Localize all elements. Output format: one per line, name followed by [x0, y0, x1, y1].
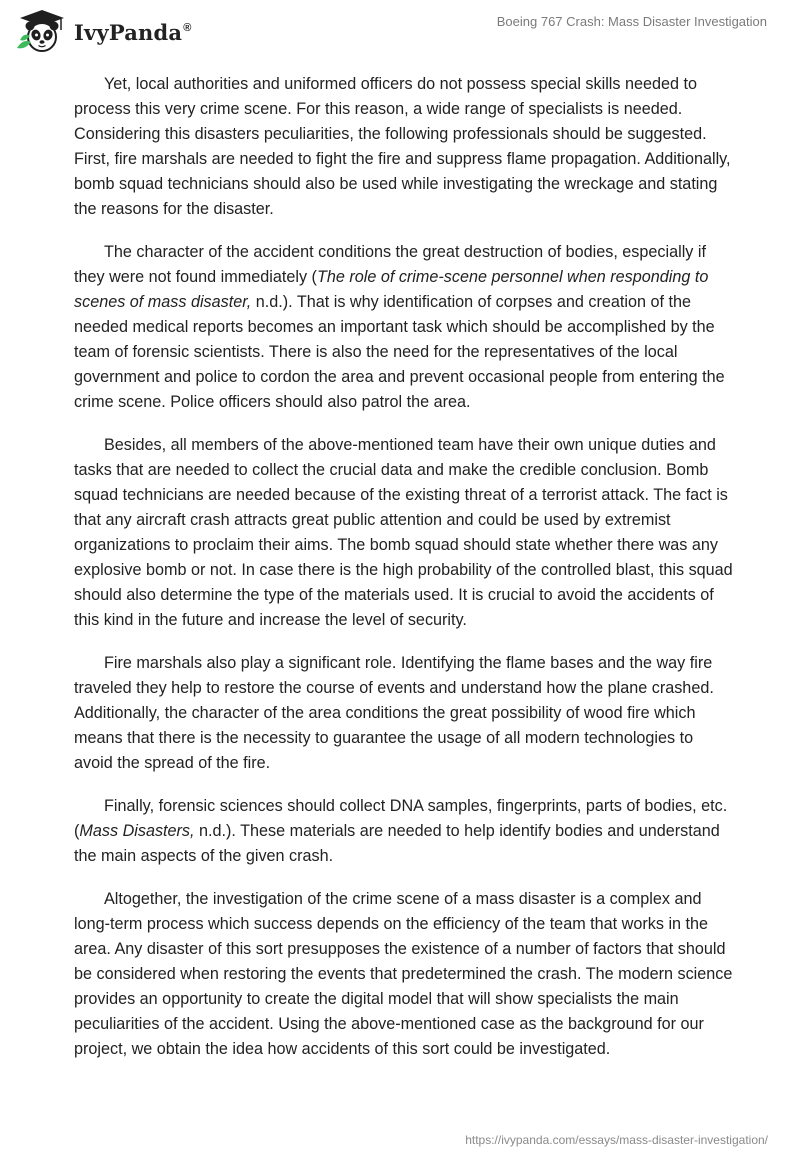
panda-graduate-icon — [14, 8, 70, 54]
citation-title: Mass Disasters, — [79, 822, 195, 840]
document-title: Boeing 767 Crash: Mass Disaster Investigation — [496, 14, 767, 29]
paragraph: Finally, forensic sciences should collect DNA samples, fingerprints, parts of bodies, etc. (Mass Disasters, n.d.). These materials are needed to help identify bodies and understand the main aspects of the given crash. — [74, 797, 728, 865]
page-header — [0, 0, 800, 60]
essay-body — [74, 72, 734, 1080]
paragraph: The character of the accident conditions the great destruction of bodies, especially if they were not found immediately (The role of crime-scene personnel when responding to scenes of mass disaster, n.d.). That is why identification of corpses and creation of the needed medical reports becomes an important task which should be accomplished by the team of forensic scientists. There is also the need for the representatives of the local government and police to cordon the area and prevent occasional people from entering the crime scene. Police officers should also patrol the area. — [74, 243, 725, 411]
paragraph: Yet, local authorities and uniformed officers do not possess special skills needed to process this very crime scene. For this reason, a wide range of specialists is needed. Considering this disasters peculiarities, the following professionals should be suggested. First, fire marshals are needed to fight the fire and suppress flame propagation. Additionally, bomb squad technicians should also be used while investigating the wreckage and stating the reasons for the disaster. — [74, 75, 731, 218]
paragraph: Fire marshals also play a significant role. Identifying the flame bases and the way fire traveled they help to restore the course of events and understand how the plane crashed. Additionally, the character of the area conditions the great possibility of wood fire which means that there is the necessity to guarantee the usage of all modern technologies to avoid the spread of the fire. — [74, 654, 714, 772]
brand-name: IvyPanda® — [74, 19, 192, 45]
citation-title: The role of crime-scene personnel when responding to scenes of mass disaster, — [74, 268, 709, 311]
registered-mark: ® — [183, 21, 192, 34]
paragraph: Altogether, the investigation of the crime scene of a mass disaster is a complex and long-term process which success depends on the efficiency of the team that works in the area. Any disaster of this sort presupposes the existence of a number of factors that should be considered when restoring the events that predetermined the crash. The modern science provides an opportunity to create the digital model that will show specialists the main peculiarities of the accident. Using the above-mentioned case as the background for our project, we obtain the idea how accidents of this sort could be investigated. — [74, 890, 733, 1058]
source-url[interactable]: https://ivypanda.com/essays/mass-disaster-investigation/ — [465, 1133, 768, 1147]
paragraph: Besides, all members of the above-mentioned team have their own unique duties and tasks that are needed to collect the crucial data and make the credible conclusion. Bomb squad technicians are needed because of the existing threat of a terrorist attack. The fact is that any aircraft crash attracts great public attention and could be used by extremist organizations to proclaim their aims. The bomb squad should state whether there was any explosive bomb or not. In case there is the high probability of the controlled blast, this squad should also determine the type of the materials used. It is crucial to avoid the accidents of this kind in the future and increase the level of security. — [74, 436, 733, 629]
ivypanda-logo[interactable] — [14, 8, 192, 54]
